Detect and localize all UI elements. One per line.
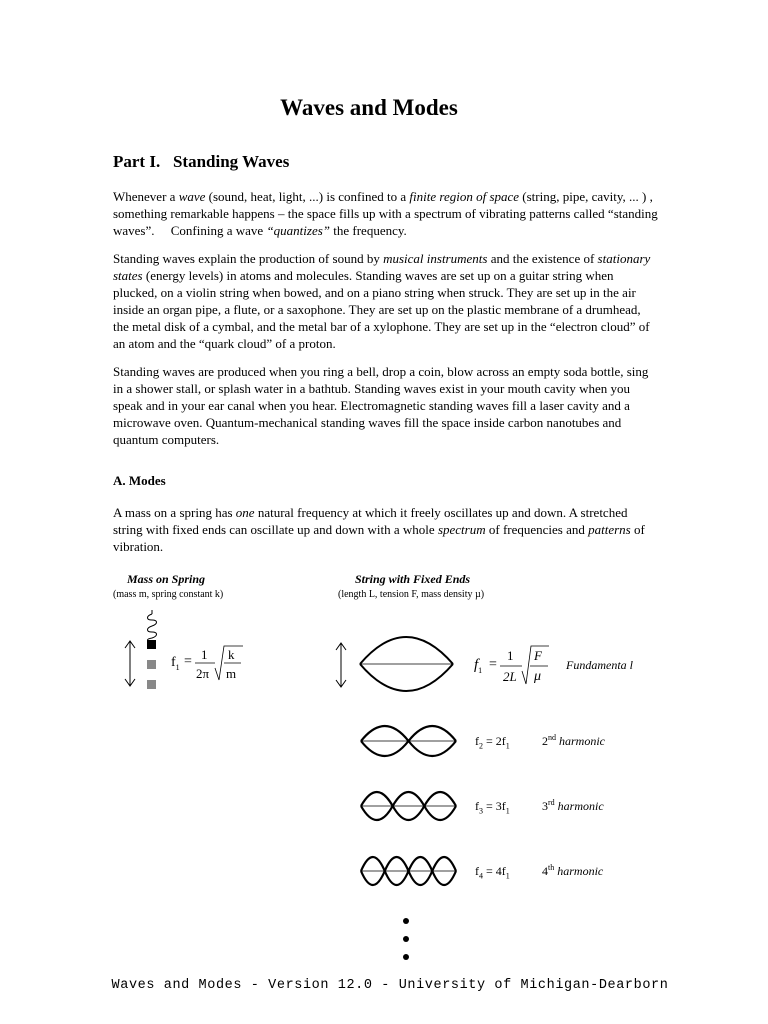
fourth-harmonic-formula: $f_4 = 4f_1$ (475, 864, 510, 881)
second-harmonic-icon (361, 726, 456, 756)
mass-position-lower-icon (147, 680, 156, 689)
page-footer: Waves and Modes - Version 12.0 - University of Michigan-Dearborn (111, 978, 669, 993)
spring-formula-numerator: 1 (201, 647, 208, 662)
spring-formula-lhs: $f_1$ (171, 655, 180, 672)
part1-heading: Part I. Standing Waves (113, 152, 290, 171)
section-a-heading: A. Modes (113, 473, 166, 488)
fundamental-mode-icon (360, 637, 453, 691)
spring-coil-icon (148, 610, 157, 642)
fundamental-formula-tension: F (534, 648, 542, 663)
mass-position-middle-icon (147, 660, 156, 669)
fundamental-label: Fundamenta l (566, 658, 633, 672)
third-harmonic-label: 3rd harmonic (542, 798, 604, 813)
third-harmonic-icon (361, 792, 456, 820)
mass-block-icon (147, 640, 156, 649)
fundamental-formula-density: μ (534, 669, 542, 684)
examples-paragraph: Standing waves are produced when you ring a bell, drop a coin, blow across an empty soda bottle, sing in a shower stall, or splash water in a bathtub. Standing waves exist in your mouth cavity when you speak and in your ear canal when you hear. Electromagnetic standing waves fill a laser cavity and a microwave oven. Quantum-mechanical standing waves fill the space inside carbon nanotubes and quantum computers. (113, 364, 649, 447)
third-harmonic-formula: $f_3 = 3f_1$ (475, 799, 510, 816)
spring-formula-m: m (226, 666, 237, 681)
spring-formula-denominator: 2π (196, 666, 210, 681)
fundamental-formula-equals: = (489, 657, 497, 672)
spring-figure-title: Mass on Spring (127, 572, 206, 586)
standing-waves-paragraph: Standing waves explain the production of sound by musical instruments and the existence of stationary states (energy levels) in atoms and molecules. Standing waves are set up on a guitar string when plucked, on a violin string when bowed, and on a piano string when struck. They are set up in the air inside an organ pipe, a flute, or a saxophone. They are set up on the plastic membrane of a drumhead, the metal disk of a cymbal, and the metal bar of a xylophone. They are set up in the “electron cloud” of an atom and the “quark cloud” of a proton. (113, 251, 651, 351)
page-title: Waves and Modes (280, 95, 458, 120)
string-figure-title: String with Fixed Ends (355, 572, 471, 586)
string-figure-subtitle: (length L, tension F, mass density µ) (338, 589, 485, 600)
fundamental-formula-lhs: $f_1$ (474, 657, 483, 675)
modes-paragraph: A mass on a spring has one natural frequency at which it freely oscillates up and down. A stretched string with fixed ends can oscillate up and down with a whole spectrum of frequencies and patterns of vibration. (113, 505, 645, 554)
fourth-harmonic-icon (361, 857, 456, 885)
continuation-dots-icon (403, 918, 409, 960)
spring-oscillation-arrow-icon (125, 641, 135, 686)
fourth-harmonic-label: 4th harmonic (542, 863, 604, 878)
fundamental-formula-numerator: 1 (507, 648, 514, 663)
spring-formula-equals: = (184, 654, 192, 669)
second-harmonic-label: 2nd harmonic (542, 733, 605, 748)
intro-paragraph: Whenever a wave (sound, heat, light, ...) is confined to a finite region of space (string, pipe, cavity, ... ) , something remarkable happens – the space fills up with a spectrum of vibrating patterns called “standing waves”. Confining a wave “quantizes” the frequency. (113, 189, 662, 238)
second-harmonic-formula: $f_2 = 2f_1$ (475, 734, 510, 751)
string-oscillation-arrow-icon (336, 643, 346, 687)
fundamental-formula-denominator: 2L (503, 669, 517, 684)
spring-formula-k: k (228, 647, 235, 662)
spring-figure-subtitle: (mass m, spring constant k) (113, 589, 224, 600)
